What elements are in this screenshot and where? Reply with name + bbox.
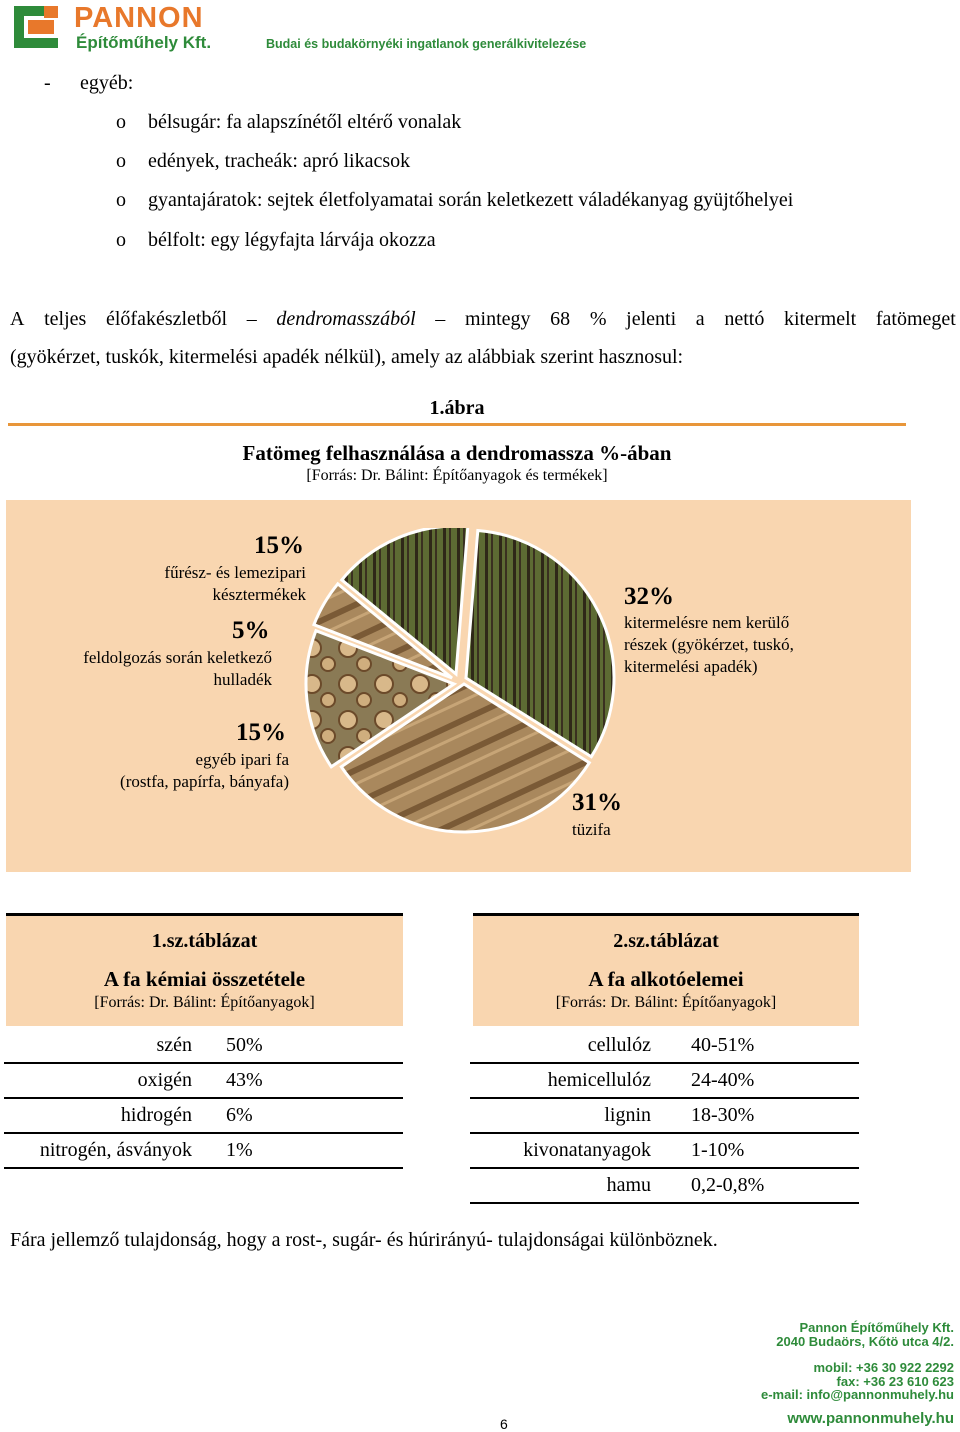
bullet-glyph: o: [116, 189, 126, 211]
table-row: [470, 1028, 859, 1064]
slice-label-pct: 32%: [624, 583, 674, 610]
table-cell-key: hemicellulóz: [547, 1069, 651, 1091]
list-heading: egyéb:: [80, 72, 134, 94]
table-cell-value: 18-30%: [691, 1104, 755, 1126]
figure-divider: [8, 423, 906, 426]
closing-sentence: Fára jellemző tulajdonság, hogy a rost-, sugár- és húrirányú- tulajdonságai különböznek.: [10, 1229, 718, 1251]
table2-header: [473, 913, 859, 1026]
word: teljes: [44, 308, 87, 330]
table-cell-value: 0,2-0,8%: [691, 1174, 765, 1196]
footer-fax: fax: +36 23 610 623: [836, 1374, 954, 1389]
footer-website-link[interactable]: www.pannonmuhely.hu: [787, 1410, 954, 1427]
brand-subtitle: Építőműhely Kft.: [76, 33, 212, 52]
table-row: [470, 1098, 859, 1134]
bullet-glyph: o: [116, 229, 126, 251]
slice-label-desc: [60, 749, 289, 793]
table-cell-key: cellulóz: [587, 1034, 651, 1056]
table-cell-value: 50%: [226, 1034, 263, 1056]
slice-desc-line: fűrész- és lemezipari: [164, 563, 306, 582]
table-row: [470, 1168, 859, 1204]
table-cell-value: 1-10%: [691, 1139, 745, 1161]
table-cell-value: 24-40%: [691, 1069, 755, 1091]
brand-tagline: Budai és budakörnyéki ingatlanok generálkivitelezése: [266, 37, 587, 51]
word: %: [589, 308, 607, 330]
table2-source: [Forrás: Dr. Bálint: Építőanyagok]: [555, 994, 777, 1011]
footer-address: 2040 Budaörs, Kőtö utca 4/2.: [776, 1334, 954, 1349]
table1-source: [Forrás: Dr. Bálint: Építőanyagok]: [94, 994, 315, 1011]
word: –: [435, 308, 446, 330]
table-row: [4, 1098, 403, 1134]
slice-desc-line: feldolgozás során keletkező: [83, 648, 272, 667]
table-cell-value: 40-51%: [691, 1034, 755, 1056]
slice-label-pct: 31%: [572, 789, 622, 816]
footer-company: Pannon Építőműhely Kft.: [799, 1320, 954, 1335]
list-item: bélsugár: fa alapszínétől eltérő vonalak: [148, 111, 462, 133]
word: A: [10, 308, 25, 330]
table2-title: A fa alkotóelemei: [588, 967, 744, 991]
footer-email[interactable]: e-mail: info@pannonmuhely.hu: [761, 1387, 954, 1402]
slice-label-desc: [624, 612, 794, 678]
slice-desc-line: kitermelésre nem kerülő: [624, 613, 790, 632]
slice-label-pct: 15%: [254, 532, 304, 559]
word: fatömeget: [875, 308, 956, 330]
word-italic: dendromasszából: [276, 308, 416, 330]
list-item: gyantajáratok: sejtek életfolyamatai során keletkezett váladékanyag gyüjtőhelyei: [148, 189, 794, 211]
figure-number: 1.ábra: [429, 397, 485, 419]
slice-desc-line: kitermelési apadék): [624, 657, 758, 676]
list-item: bélfolt: egy légyfajta lárvája okozza: [148, 229, 436, 251]
word: 68: [550, 308, 571, 330]
company-logo-icon: [14, 6, 58, 48]
table-cell-key: nitrogén, ásványok: [39, 1139, 192, 1161]
slice-label-desc: [100, 562, 306, 606]
table-row: [4, 1133, 403, 1169]
slice-desc-line: késztermékek: [212, 585, 306, 604]
list-dash: -: [44, 72, 51, 94]
slice-desc-line: (rostfa, papírfa, bányafa): [120, 772, 289, 791]
table-row: [470, 1063, 859, 1099]
word: mintegy: [464, 308, 531, 330]
paragraph-line-1: [10, 300, 956, 338]
slice-label-desc: tüzifa: [572, 820, 611, 839]
table-cell-value: 1%: [226, 1139, 253, 1161]
figure-title: Fatömeg felhasználása a dendromassza %-ában: [242, 441, 672, 465]
word: élőfakészletből: [105, 308, 228, 330]
word: jelenti: [626, 308, 677, 330]
table-cell-value: 43%: [226, 1069, 263, 1091]
table1-number: 1.sz.táblázat: [151, 930, 258, 952]
slice-label-pct: 5%: [232, 617, 270, 644]
paragraph-line-2: (gyökérzet, tuskók, kitermelési apadék nélkül), amely az alábbiak szerint hasznosul:: [10, 346, 684, 368]
table-row: [4, 1028, 403, 1064]
word: nettó: [724, 308, 765, 330]
table-cell-key: kivonatanyagok: [523, 1139, 651, 1161]
table-row: [4, 1063, 403, 1099]
table-cell-key: hamu: [606, 1174, 651, 1196]
word: a: [695, 308, 705, 330]
table-cell-key: szén: [156, 1034, 192, 1056]
footer-mobile: mobil: +36 30 922 2292: [813, 1360, 954, 1375]
page-number: 6: [500, 1416, 508, 1432]
slice-desc-line: hulladék: [213, 670, 272, 689]
table-cell-key: oxigén: [137, 1069, 192, 1091]
word: –: [246, 308, 257, 330]
slice-label-desc: [40, 647, 272, 691]
slice-desc-line: részek (gyökérzet, tuskó,: [624, 635, 794, 654]
list-item: edények, tracheák: apró likacsok: [148, 150, 411, 172]
figure-source: [Forrás: Dr. Bálint: Építőanyagok és termékek]: [306, 467, 608, 484]
bullet-glyph: o: [116, 111, 126, 133]
brand-name: PANNON: [74, 2, 204, 34]
table1-header: [6, 913, 403, 1026]
table-row: [470, 1133, 859, 1169]
word: kitermelt: [783, 308, 857, 330]
table2-number: 2.sz.táblázat: [613, 930, 719, 952]
table1-title: A fa kémiai összetétele: [103, 967, 306, 991]
table-cell-value: 6%: [226, 1104, 253, 1126]
table-cell-key: lignin: [604, 1104, 651, 1126]
slice-desc-line: egyéb ipari fa: [195, 750, 289, 769]
slice-label-pct: 15%: [236, 719, 286, 746]
body-paragraph: [10, 300, 956, 376]
table-cell-key: hidrogén: [120, 1104, 192, 1126]
bullet-glyph: o: [116, 150, 126, 172]
